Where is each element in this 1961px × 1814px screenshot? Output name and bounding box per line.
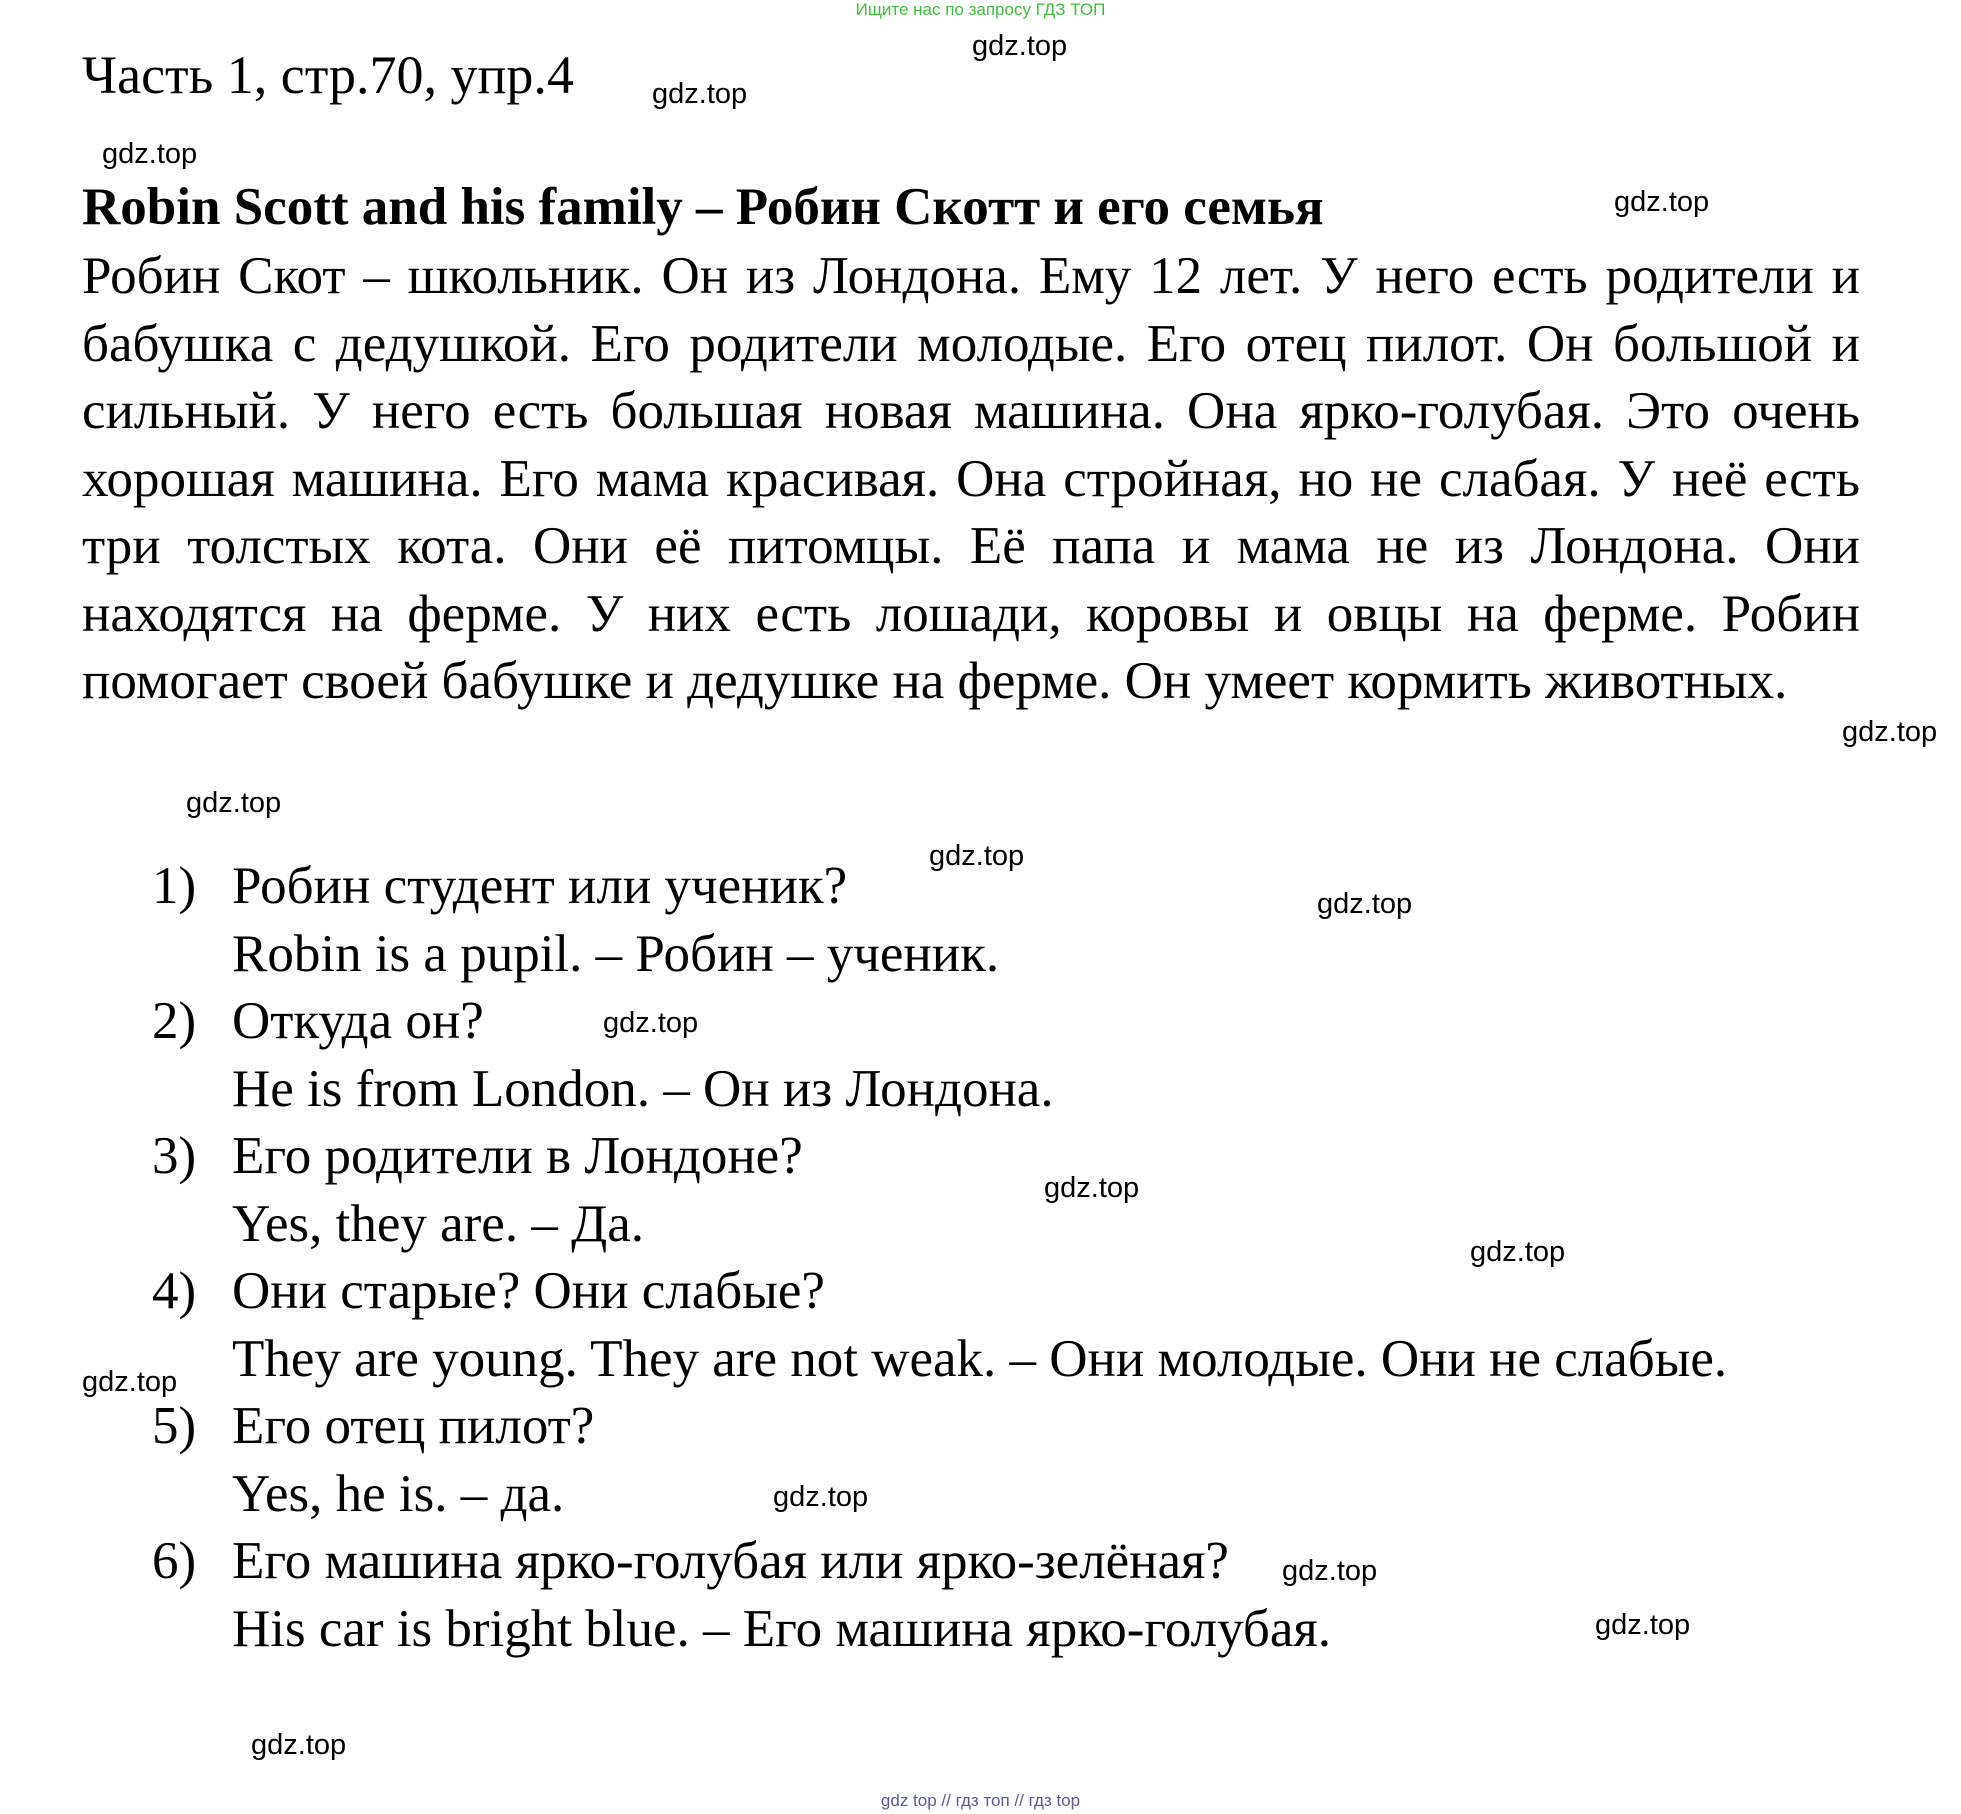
watermark: gdz.top xyxy=(1282,1555,1378,1587)
qa-question: Его машина ярко-голубая или ярко-зелёная? xyxy=(232,1532,1229,1590)
qa-item-4 xyxy=(152,1258,1860,1393)
qa-answer: Yes, they are. – Да. xyxy=(232,1194,644,1253)
qa-question: Робин студент или ученик? xyxy=(232,857,848,915)
watermark: gdz.top xyxy=(1614,186,1710,218)
watermark: gdz.top xyxy=(1842,716,1938,748)
watermark: gdz.top xyxy=(929,840,1025,872)
qa-item-2 xyxy=(152,988,1860,1123)
qa-answer: Robin is a pupil. – Робин – ученик. xyxy=(232,924,1000,983)
qa-answer: His car is bright blue. – Его машина ярко-голубая. xyxy=(232,1599,1331,1658)
page-title: Часть 1, стр.70, упр.4 xyxy=(82,45,574,105)
text-heading: Robin Scott and his family – Робин Скотт и его семья xyxy=(82,178,1324,236)
watermark: gdz.top xyxy=(773,1481,869,1513)
qa-question: Они старые? Они слабые? xyxy=(232,1262,825,1320)
top-search-note: Ищите нас по запросу ГДЗ ТОП xyxy=(855,0,1106,19)
qa-number: 4) xyxy=(152,1262,197,1320)
qa-number: 3) xyxy=(152,1127,197,1185)
watermark: gdz.top xyxy=(972,30,1068,62)
question-answer-list xyxy=(152,853,1860,1663)
watermark: gdz.top xyxy=(82,1366,178,1398)
watermark: gdz.top xyxy=(1317,888,1413,920)
qa-number: 5) xyxy=(152,1397,197,1455)
qa-question: Откуда он? xyxy=(232,992,484,1050)
watermark: gdz.top xyxy=(603,1007,699,1039)
qa-number: 1) xyxy=(152,857,197,915)
qa-answer: Yes, he is. – да. xyxy=(232,1464,565,1523)
translation-paragraph: Робин Скот – школьник. Он из Лондона. Ему 12 лет. У него есть родители и бабушка с дедушкой. Его родители молодые. Его отец пилот. Он большой и сильный. У него есть большая новая машина. Она ярко-голубая. Это очень хорошая машина. Его мама красивая. Она стройная, но не слабая. У неё есть три толстых кота. Они её питомцы. Её папа и мама не из Лондона. Они находятся на ферме. У них есть лошади, коровы и овцы на ферме. Робин помогает своей бабушке и дедушке на ферме. Он умеет кормить животных. xyxy=(82,247,1860,710)
qa-number: 6) xyxy=(152,1532,197,1590)
qa-answer: They are young. They are not weak. – Они молодые. Они не слабые. xyxy=(232,1329,1728,1388)
watermark: gdz.top xyxy=(186,787,282,819)
watermark: gdz.top xyxy=(652,78,748,110)
qa-item-5 xyxy=(152,1393,1860,1528)
qa-item-1 xyxy=(152,853,1860,988)
watermark: gdz.top xyxy=(251,1729,347,1761)
qa-question: Его отец пилот? xyxy=(232,1397,595,1455)
watermark: gdz.top xyxy=(1470,1236,1566,1268)
bottom-site-note: gdz top // гдз топ // гдз top xyxy=(880,1791,1081,1810)
qa-answer: He is from London. – Он из Лондона. xyxy=(232,1059,1054,1118)
qa-question: Его родители в Лондоне? xyxy=(232,1127,803,1185)
watermark: gdz.top xyxy=(1044,1172,1140,1204)
qa-item-6 xyxy=(152,1528,1860,1663)
qa-number: 2) xyxy=(152,992,197,1050)
qa-item-3 xyxy=(152,1123,1860,1258)
watermark: gdz.top xyxy=(102,138,198,170)
watermark: gdz.top xyxy=(1595,1609,1691,1641)
